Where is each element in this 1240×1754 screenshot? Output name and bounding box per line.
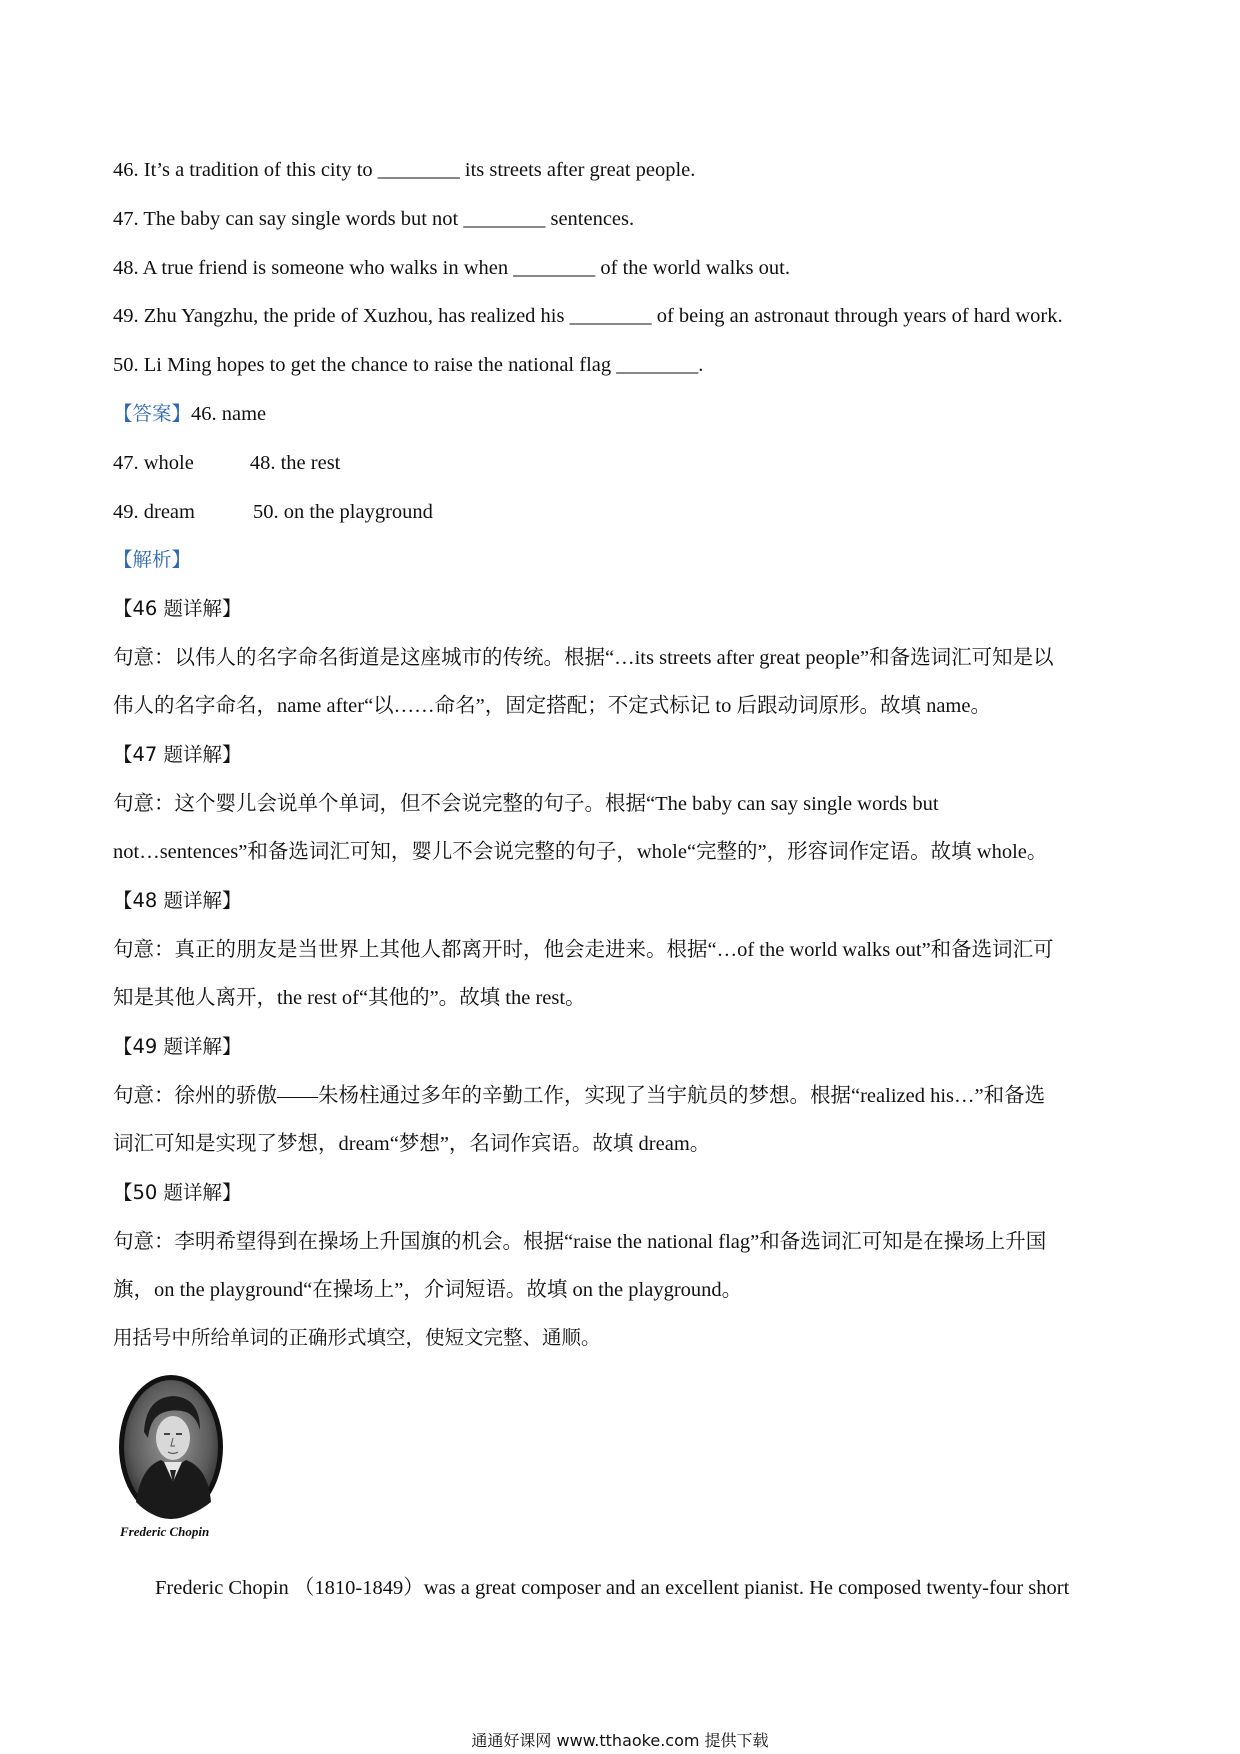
- detail-49-line-1: 句意：徐州的骄傲——朱杨柱通过多年的辛勤工作，实现了当宇航员的梦想。根据“realized his…”和备选: [113, 1085, 1046, 1107]
- answer-50: 50. on the playground: [252, 501, 433, 523]
- analysis-label: 【解析】: [113, 548, 192, 571]
- detail-50-line-1: 句意：李明希望得到在操场上升国旗的机会。根据“raise the national flag”和备选词汇可知是在操场上升国: [113, 1231, 1047, 1253]
- question-46: 46. It’s a tradition of this city to ________ its streets after great people.: [113, 159, 696, 181]
- question-49: 49. Zhu Yangzhu, the pride of Xuzhou, has realized his ________ of being an astronaut through years of hard work.: [113, 305, 1063, 327]
- answer-49: 49. dream: [113, 501, 195, 523]
- detail-50-header: 【50 题详解】: [113, 1181, 242, 1204]
- question-47: 47. The baby can say single words but not ________ sentences.: [113, 208, 635, 230]
- answer-46: 46. name: [191, 403, 267, 425]
- answer-line-2: [113, 453, 340, 474]
- passage-first-line: Frederic Chopin （1810-1849）was a great composer and an excellent pianist. He composed twenty-four short: [155, 1577, 1070, 1599]
- question-48: 48. A true friend is someone who walks in when ________ of the world walks out.: [113, 257, 790, 279]
- answer-line-1: [113, 404, 266, 425]
- detail-48-line-2: 知是其他人离开，the rest of“其他的”。故填 the rest。: [113, 987, 586, 1009]
- answer-48: 48. the rest: [249, 452, 341, 474]
- detail-48-line-1: 句意：真正的朋友是当世界上其他人都离开时，他会走进来。根据“…of the world walks out”和备选词汇可: [113, 939, 1054, 961]
- detail-46-header: 【46 题详解】: [113, 597, 242, 620]
- detail-46-line-1: 句意：以伟人的名字命名街道是这座城市的传统。根据“…its streets after great people”和备选词汇可知是以: [113, 647, 1054, 669]
- detail-47-line-2: not…sentences”和备选词汇可知，婴儿不会说完整的句子，whole“完整的”，形容词作定语。故填 whole。: [113, 841, 1048, 863]
- chopin-portrait-image: [116, 1372, 226, 1522]
- detail-49-header: 【49 题详解】: [113, 1035, 242, 1058]
- detail-48-header: 【48 题详解】: [113, 889, 242, 912]
- footer-watermark: 通通好课网 www.tthaoke.com 提供下载: [471, 1731, 769, 1750]
- detail-49-line-2: 词汇可知是实现了梦想，dream“梦想”，名词作宾语。故填 dream。: [113, 1133, 711, 1155]
- answer-47: 47. whole: [113, 452, 194, 474]
- detail-47-line-1: 句意：这个婴儿会说单个单词，但不会说完整的句子。根据“The baby can say single words but: [113, 793, 939, 815]
- detail-50-line-2: 旗，on the playground“在操场上”，介词短语。故填 on the playground。: [113, 1279, 743, 1301]
- question-50: 50. Li Ming hopes to get the chance to raise the national flag ________.: [113, 354, 704, 376]
- instruction: 用括号中所给单词的正确形式填空，使短文完整、通顺。: [113, 1326, 601, 1349]
- portrait-caption: Frederic Chopin: [120, 1524, 210, 1539]
- detail-46-line-2: 伟人的名字命名，name after“以……命名”，固定搭配；不定式标记 to 后跟动词原形。故填 name。: [113, 695, 991, 717]
- detail-47-header: 【47 题详解】: [113, 743, 242, 766]
- answer-line-3: [113, 502, 433, 523]
- answer-label: 【答案】: [113, 402, 192, 425]
